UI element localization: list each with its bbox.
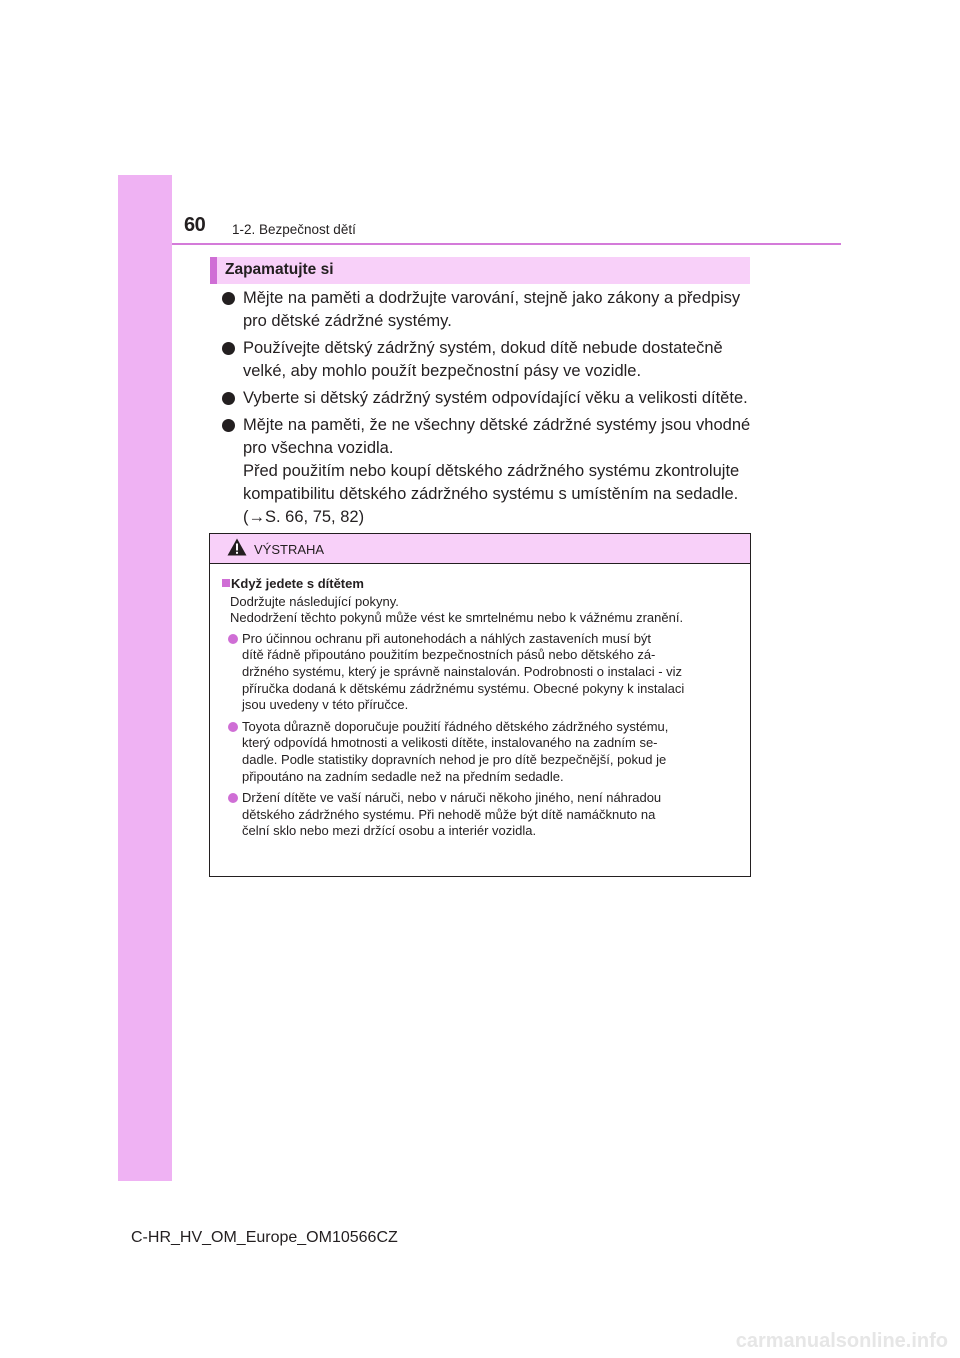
warning-item	[222, 790, 744, 840]
warning-item	[222, 719, 744, 785]
memo-item-line: Před použitím nebo koupí dětského zádržného systému zkontrolujte	[243, 462, 740, 480]
memo-item-line: velké, aby mohlo použít bezpečnostní pásy ve vozidle.	[243, 362, 642, 380]
memo-item	[222, 414, 752, 529]
warning-intro-line: Dodržujte následující pokyny.	[230, 593, 399, 609]
warning-header	[210, 534, 750, 564]
warning-item-line: držného systému, který je správně nainstalován. Podrobnosti o instalaci - viz	[242, 663, 683, 679]
memo-item-line: pro dětské zádržné systémy.	[243, 312, 452, 330]
warning-list	[222, 631, 744, 840]
bullet-icon	[222, 392, 235, 405]
memo-list	[222, 287, 752, 533]
warning-item-line: dadle. Podle statistiky dopravních nehod je pro dítě bezpečnější, pokud je	[242, 751, 667, 767]
warning-item	[222, 631, 744, 714]
warning-item-line: Pro účinnou ochranu při autonehodách a náhlých zastaveních musí být	[242, 630, 652, 646]
memo-item-line: Používejte dětský zádržný systém, dokud dítě nebude dostatečně	[243, 339, 723, 357]
page-reference-link[interactable]: (→S. 66, 75, 82)	[243, 508, 365, 526]
memo-item-line: pro všechna vozidla.	[243, 439, 394, 457]
memo-item	[222, 287, 752, 333]
bullet-icon	[222, 419, 235, 432]
document-code: C-HR_HV_OM_Europe_OM10566CZ	[131, 1229, 398, 1246]
warning-box	[209, 533, 751, 877]
warning-subheading-text: Když jedete s dítětem	[231, 576, 364, 591]
warning-item-line: Toyota důrazně doporučuje použití řádného dětského zádržného systému,	[242, 718, 669, 734]
bullet-icon	[222, 292, 235, 305]
bullet-icon	[228, 722, 238, 732]
warning-item-line: dětského zádržného systému. Při nehodě může být dítě namáčknuto na	[242, 806, 656, 822]
bullet-icon	[228, 793, 238, 803]
memo-heading-bar	[210, 257, 217, 284]
memo-item	[222, 337, 752, 383]
warning-body	[222, 576, 744, 845]
bullet-icon	[222, 342, 235, 355]
page-number: 60	[184, 214, 206, 236]
bullet-icon	[228, 634, 238, 644]
watermark: carmanualsonline.info	[735, 1330, 948, 1352]
warning-intro-line: Nedodržení těchto pokynů může vést ke smrtelnému nebo k vážnému zranění.	[230, 610, 684, 626]
warning-item-line: dítě řádně připoutáno použitím bezpečnostních pásů nebo dětského zá-	[242, 647, 656, 663]
page-side-tab	[118, 175, 172, 1181]
warning-title: VÝSTRAHA	[254, 542, 325, 557]
memo-item	[222, 387, 752, 410]
warning-item-line: Držení dítěte ve vaší náruči, nebo v náruči někoho jiného, není náhradou	[242, 790, 662, 806]
memo-item-line: Vyberte si dětský zádržný systém odpovídající věku a velikosti dítěte.	[243, 389, 748, 407]
square-bullet-icon	[222, 579, 230, 587]
memo-heading-title: Zapamatujte si	[225, 261, 334, 278]
memo-item-line: kompatibilitu dětského zádržného systému s umístěním na sedadle.	[243, 485, 739, 503]
warning-item-line: připoutáno na zadním sedadle než na předním sedadle.	[242, 768, 564, 784]
memo-item-line: Mějte na paměti, že ne všechny dětské zádržné systémy jsou vhodné	[243, 416, 751, 434]
warning-item-line: příručka dodaná k dětskému zádržnému systému. Obecné pokyny k instalaci	[242, 680, 685, 696]
warning-item-line: jsou uvedeny v této příručce.	[242, 697, 409, 713]
warning-item-line: který odpovídá hmotnosti a velikosti dítěte, instalovaného na zadním se-	[242, 735, 658, 751]
warning-item-line: čelní sklo nebo mezi držící osobu a interiér vozidla.	[242, 823, 537, 839]
header-divider	[172, 243, 841, 245]
section-title: 1-2. Bezpečnost dětí	[232, 222, 356, 237]
warning-triangle-icon	[227, 538, 247, 556]
memo-item-line: Mějte na paměti a dodržujte varování, stejně jako zákony a předpisy	[243, 289, 741, 307]
memo-heading	[210, 257, 750, 284]
warning-subheading	[222, 576, 744, 593]
